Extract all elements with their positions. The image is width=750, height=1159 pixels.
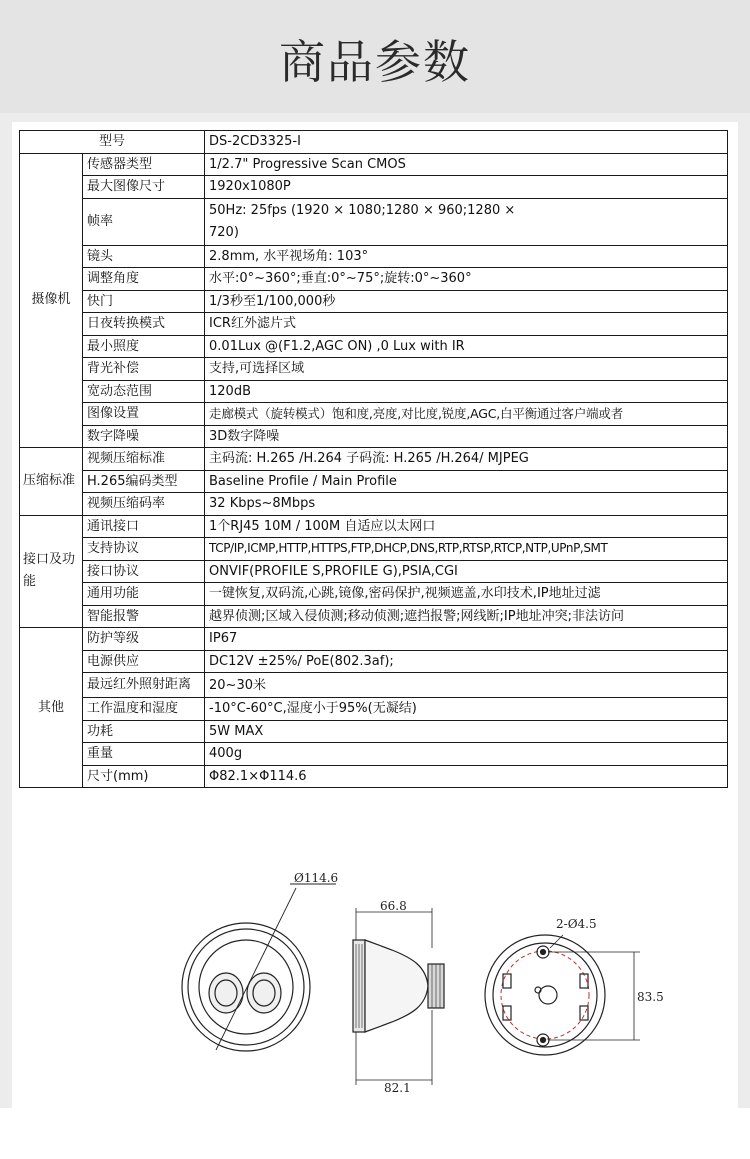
row-value: 1920x1080P — [205, 176, 728, 199]
table-row — [20, 698, 728, 721]
table-row — [20, 470, 728, 493]
table-row — [20, 538, 728, 561]
row-label: H.265编码类型 — [83, 470, 205, 493]
dim-side-height: 82.1 — [384, 1081, 411, 1095]
row-value: 120dB — [205, 380, 728, 403]
row-value: 50Hz: 25fps (1920 × 1080;1280 × 960;1280 × 720) — [205, 198, 728, 245]
row-value: -10°C-60°C,湿度小于95%(无凝结) — [205, 698, 728, 721]
page-header — [0, 0, 750, 113]
row-value: 一键恢复,双码流,心跳,镜像,密码保护,视频遮盖,水印技术,IP地址过滤 — [205, 583, 728, 606]
row-value: 20~30米 — [205, 673, 728, 698]
row-value: DC12V ±25%/ PoE(802.3af); — [205, 650, 728, 673]
table-row — [20, 153, 728, 176]
table-row — [20, 335, 728, 358]
row-label: 图像设置 — [83, 403, 205, 426]
row-label: 重量 — [83, 743, 205, 766]
row-value: 3D数字降噪 — [205, 425, 728, 448]
row-label: 宽动态范围 — [83, 380, 205, 403]
table-row — [20, 515, 728, 538]
table-row — [20, 176, 728, 199]
table-row — [20, 673, 728, 698]
row-value: TCP/IP,ICMP,HTTP,HTTPS,FTP,DHCP,DNS,RTP,RTSP,RTCP,NTP,UPnP,SMT — [205, 538, 728, 561]
row-value: 水平:0°~360°;垂直:0°~75°;旋转:0°~360° — [205, 268, 728, 291]
row-label: 调整角度 — [83, 268, 205, 291]
table-row — [20, 448, 728, 471]
row-label: 功耗 — [83, 720, 205, 743]
row-value: 5W MAX — [205, 720, 728, 743]
row-value: ICR红外滤片式 — [205, 313, 728, 336]
row-value: 1/3秒至1/100,000秒 — [205, 290, 728, 313]
row-label: 背光补偿 — [83, 358, 205, 381]
row-value: 1个RJ45 10M / 100M 自适应以太网口 — [205, 515, 728, 538]
table-row — [20, 493, 728, 516]
row-label: 尺寸(mm) — [83, 765, 205, 788]
table-row — [20, 605, 728, 628]
row-label: 通用功能 — [83, 583, 205, 606]
row-label: 最小照度 — [83, 335, 205, 358]
category-other: 其他 — [20, 628, 83, 788]
row-label: 防护等级 — [83, 628, 205, 651]
spec-table — [19, 130, 728, 788]
row-label: 接口协议 — [83, 560, 205, 583]
row-label: 智能报警 — [83, 605, 205, 628]
row-value: Φ82.1×Φ114.6 — [205, 765, 728, 788]
table-row — [20, 403, 728, 426]
row-label: 镜头 — [83, 245, 205, 268]
table-row — [20, 313, 728, 336]
row-label: 数字降噪 — [83, 425, 205, 448]
category-compression: 压缩标准 — [20, 448, 83, 516]
table-row — [20, 268, 728, 291]
table-row — [20, 380, 728, 403]
row-label: 日夜转换模式 — [83, 313, 205, 336]
row-label: 传感器类型 — [83, 153, 205, 176]
row-value: 支持,可选择区域 — [205, 358, 728, 381]
table-row — [20, 743, 728, 766]
table-row — [20, 425, 728, 448]
dim-side-depth: 66.8 — [380, 899, 407, 913]
table-row — [20, 198, 728, 245]
row-value: 1/2.7" Progressive Scan CMOS — [205, 153, 728, 176]
page-title: 商品参数 — [279, 35, 471, 89]
row-value: 越界侦测;区域入侵侦测;移动侦测;遮挡报警;网线断;IP地址冲突;非法访问 — [205, 605, 728, 628]
table-row — [20, 650, 728, 673]
side-view — [353, 908, 444, 1085]
row-label: 通讯接口 — [83, 515, 205, 538]
table-row — [20, 765, 728, 788]
row-value: 走廊模式（旋转模式）饱和度,亮度,对比度,锐度,AGC,白平衡通过客户端或者 — [205, 403, 728, 426]
table-row — [20, 131, 728, 154]
row-value: Baseline Profile / Main Profile — [205, 470, 728, 493]
table-row — [20, 583, 728, 606]
row-label: 最大图像尺寸 — [83, 176, 205, 199]
row-value: 0.01Lux @(F1.2,AGC ON) ,0 Lux with IR — [205, 335, 728, 358]
table-row — [20, 358, 728, 381]
table-row — [20, 560, 728, 583]
category-camera: 摄像机 — [20, 153, 83, 448]
dimension-drawing — [0, 840, 750, 1100]
row-label: 电源供应 — [83, 650, 205, 673]
row-value: 2.8mm, 水平视场角: 103° — [205, 245, 728, 268]
row-label: 快门 — [83, 290, 205, 313]
row-value: IP67 — [205, 628, 728, 651]
dim-holes: 2-Ø4.5 — [556, 917, 597, 931]
row-label: 工作温度和湿度 — [83, 698, 205, 721]
model-label: 型号 — [20, 131, 205, 154]
row-value: 32 Kbps~8Mbps — [205, 493, 728, 516]
row-value: ONVIF(PROFILE S,PROFILE G),PSIA,CGI — [205, 560, 728, 583]
category-interface: 接口及功能 — [20, 515, 83, 628]
row-label: 支持协议 — [83, 538, 205, 561]
row-label: 视频压缩码率 — [83, 493, 205, 516]
front-view — [182, 884, 336, 1051]
back-view — [485, 935, 640, 1055]
row-value: 400g — [205, 743, 728, 766]
row-label: 视频压缩标准 — [83, 448, 205, 471]
row-label: 最远红外照射距离 — [83, 673, 205, 698]
table-row — [20, 628, 728, 651]
dim-diameter: Ø114.6 — [294, 871, 339, 885]
table-row — [20, 720, 728, 743]
dim-hole-spacing: 83.5 — [637, 990, 664, 1004]
model-value: DS-2CD3325-I — [205, 131, 728, 154]
row-value: 主码流: H.265 /H.264 子码流: H.265 /H.264/ MJPEG — [205, 448, 728, 471]
table-row — [20, 245, 728, 268]
row-label: 帧率 — [83, 198, 205, 245]
table-row — [20, 290, 728, 313]
